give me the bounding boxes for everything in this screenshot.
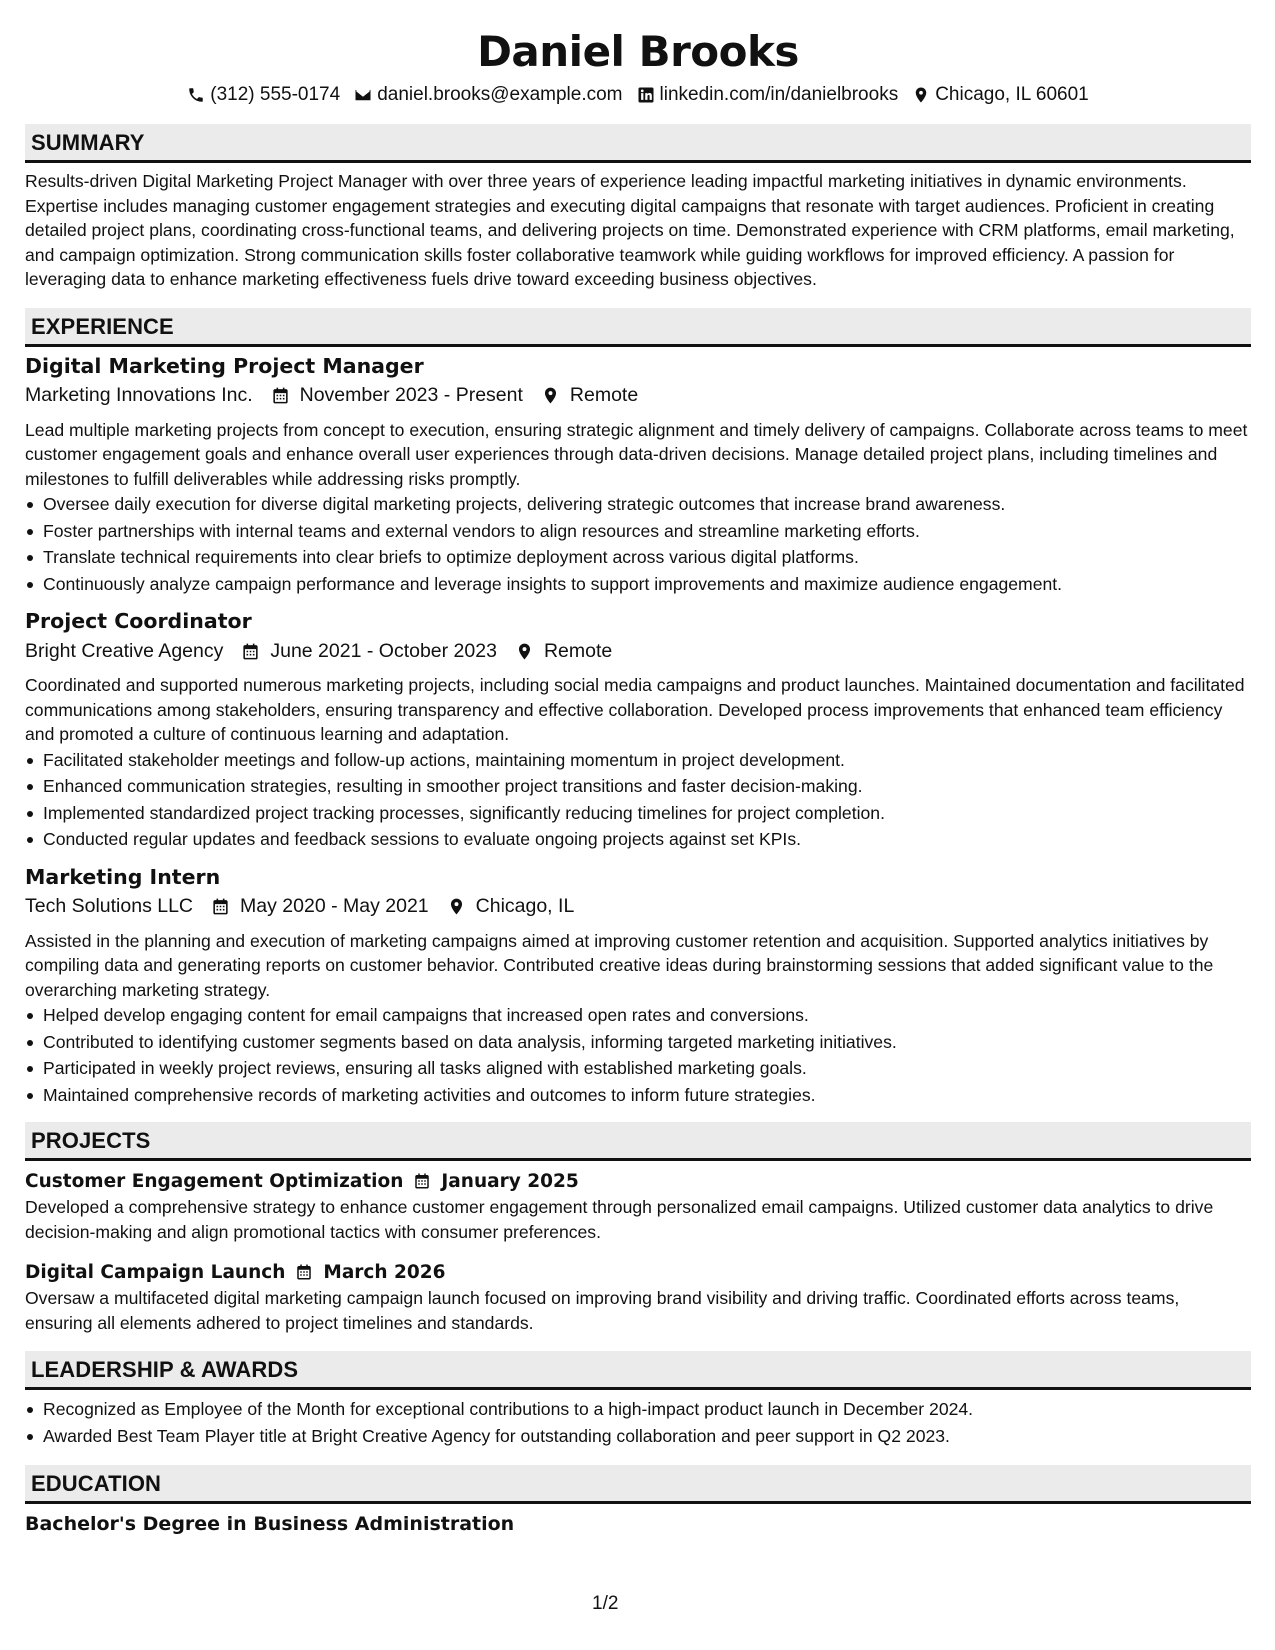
summary-text: Results-driven Digital Marketing Project Manager with over three years of experience leading impactful marketing initiatives in dynamic environments. Expertise includes managing customer engagement strategies and executing digital campaigns that resonate with target audiences. Proficient in creating detailed project plans, coordinating cross-functional teams, and delivering projects on time. Demonstrated experience with CRM platforms, email marketing, and campaign optimization. Strong communication skills foster collaborative teamwork while guiding workflows for improved efficiency. A passion for leveraging data to enhance marketing effectiveness fuels drive toward exceeding business objectives. (25, 171, 1235, 289)
job-company: Tech Solutions LLC (25, 895, 194, 917)
envelope-icon (354, 86, 372, 104)
project-title: Customer Engagement Optimization (25, 1170, 404, 1192)
map-pin-icon (515, 642, 534, 661)
phone-icon (187, 86, 205, 104)
calendar-icon (413, 1172, 431, 1190)
resume-page (25, 0, 1251, 1538)
phone-text: (312) 555-0174 (210, 84, 341, 105)
job-description: Lead multiple marketing projects from concept to execution, ensuring strategic alignment and timely delivery of campaigns. Collaborate across teams to meet customer engagement goals and enhance overall user experiences through data-driven decisions. Manage detailed project plans, including timelines and milestones to fulfill deliverables while addressing risks promptly. (25, 419, 1248, 489)
job-entry (25, 352, 1251, 598)
calendar-icon (241, 642, 260, 661)
list-item: Helped develop engaging content for email campaigns that increased open rates and conversions. (43, 1002, 1251, 1029)
list-item: Participated in weekly project reviews, ensuring all tasks aligned with established marketing goals. (43, 1055, 1251, 1082)
project-entry (25, 1258, 1251, 1335)
calendar-icon (295, 1263, 313, 1281)
contact-email[interactable] (354, 84, 622, 106)
list-item: Implemented standardized project tracking processes, significantly reducing timelines for project completion. (43, 800, 1251, 827)
page-number: 1/2 (592, 1593, 619, 1614)
calendar-icon (271, 386, 290, 405)
job-dates: June 2021 - October 2023 (270, 639, 497, 662)
projects-heading: PROJECTS (25, 1122, 1251, 1161)
job-title: Project Coordinator (25, 609, 252, 633)
job-location: Remote (543, 639, 613, 662)
project-title-row (25, 1167, 1251, 1195)
job-location: Remote (569, 384, 639, 406)
job-meta (25, 635, 1251, 667)
job-description: Coordinated and supported numerous marketing projects, including social media campaigns and product launches. Maintained documentation and facilitated communications among stakeholders, ensuring transparency and effective collaboration. Developed process improvements that enhanced team efficiency and promoted a culture of continuous learning and adaptation. (25, 675, 1245, 744)
job-bullets (25, 1002, 1251, 1108)
project-entry (25, 1167, 1251, 1244)
awards-list (25, 1396, 1251, 1449)
calendar-icon (211, 897, 230, 916)
map-pin-icon (447, 897, 466, 916)
linkedin-icon (637, 86, 655, 104)
education-heading: EDUCATION (25, 1465, 1251, 1504)
job-title: Digital Marketing Project Manager (25, 353, 424, 378)
project-date: March 2026 (323, 1261, 446, 1283)
job-entry (25, 863, 1251, 1109)
map-pin-icon (912, 86, 930, 104)
list-item: Oversee daily execution for diverse digital marketing projects, delivering strategic outcomes that increase brand awareness. (43, 491, 1251, 518)
list-item: Facilitated stakeholder meetings and follow-up actions, maintaining momentum in project development. (43, 747, 1251, 774)
email-text[interactable]: daniel.brooks@example.com (377, 84, 623, 105)
job-meta (25, 380, 1251, 412)
list-item: Maintained comprehensive records of marketing activities and outcomes to inform future strategies. (43, 1082, 1251, 1109)
list-item: Foster partnerships with internal teams and external vendors to align resources and streamline marketing efforts. (43, 518, 1251, 545)
list-item: Recognized as Employee of the Month for exceptional contributions to a high-impact product launch in December 2024. (43, 1396, 1251, 1423)
contact-linkedin[interactable] (637, 84, 899, 106)
contact-line (25, 82, 1251, 108)
list-item: Contributed to identifying customer segments based on data analysis, informing targeted marketing initiatives. (43, 1029, 1251, 1056)
location-text: Chicago, IL 60601 (935, 84, 1089, 105)
job-bullets (25, 491, 1251, 597)
list-item: Translate technical requirements into clear briefs to optimize deployment across various digital platforms. (43, 544, 1251, 571)
contact-location (912, 84, 1089, 106)
job-meta (25, 891, 1251, 923)
job-dates: November 2023 - Present (299, 384, 523, 406)
education-degree: Bachelor's Degree in Business Administration (25, 1513, 515, 1535)
linkedin-text[interactable]: linkedin.com/in/danielbrooks (659, 84, 899, 105)
project-description: Oversaw a multifaceted digital marketing campaign launch focused on improving brand visibility and driving traffic. Coordinated efforts across teams, ensuring all elements adhered to project timelines and standards. (25, 1288, 1180, 1333)
contact-phone (187, 84, 340, 106)
project-title: Digital Campaign Launch (25, 1261, 286, 1283)
list-item: Awarded Best Team Player title at Bright Creative Agency for outstanding collaboration and peer support in Q2 2023. (43, 1423, 1251, 1450)
job-entry (25, 607, 1251, 853)
job-description: Assisted in the planning and execution of marketing campaigns aimed at improving customer retention and acquisition. Supported analytics initiatives by compiling data and generating reports on customer behavior. Contributed creative ideas during brainstorming sessions that added significant value to the overarching marketing strategy. (25, 930, 1214, 1000)
list-item: Enhanced communication strategies, resulting in smoother project transitions and faster decision-making. (43, 773, 1251, 800)
job-dates: May 2020 - May 2021 (240, 895, 429, 917)
project-title-row (25, 1258, 1251, 1286)
project-date: January 2025 (441, 1170, 579, 1192)
job-bullets (25, 747, 1251, 853)
candidate-name: Daniel Brooks (477, 27, 799, 76)
experience-heading: EXPERIENCE (25, 308, 1251, 347)
map-pin-icon (541, 386, 560, 405)
job-title: Marketing Intern (25, 864, 221, 889)
list-item: Continuously analyze campaign performance and leverage insights to support improvements and maximize audience engagement. (43, 571, 1251, 598)
job-company: Marketing Innovations Inc. (25, 384, 253, 406)
summary-heading: SUMMARY (25, 124, 1251, 163)
awards-heading: LEADERSHIP & AWARDS (25, 1351, 1251, 1390)
project-description: Developed a comprehensive strategy to enhance customer engagement through personalized email campaigns. Utilized customer data analytics to drive decision-making and align promotional tactics with consumer preferences. (25, 1197, 1214, 1242)
list-item: Conducted regular updates and feedback sessions to evaluate ongoing projects against set KPIs. (43, 826, 1251, 853)
job-location: Chicago, IL (475, 895, 575, 917)
job-company: Bright Creative Agency (25, 639, 224, 662)
